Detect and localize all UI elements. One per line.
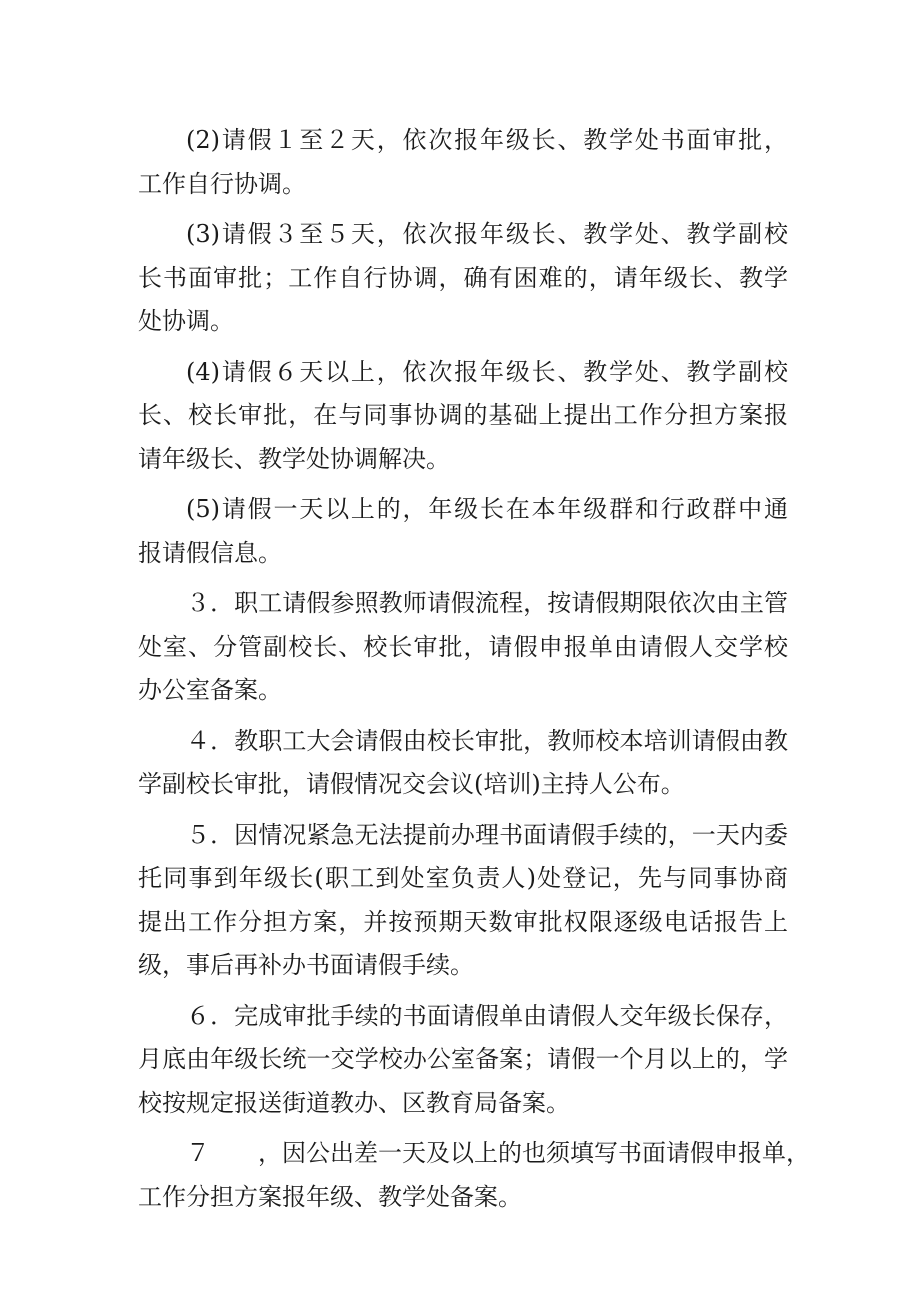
text-line: ５．因情况紧急无法提前办理书面请假手续的，一天内委	[186, 820, 788, 849]
text-line: 长、校长审批，在与同事协调的基础上提出工作分担方案报	[138, 401, 788, 429]
text-line: 处室、分管副校长、校长审批，请假申报单由请假人交学校	[138, 632, 788, 661]
text-line: ４．教职工大会请假由校长审批，教师校本培训请假由教	[186, 726, 788, 755]
text-line: 办公室备案。	[138, 676, 282, 704]
paragraph-item-7	[138, 1132, 810, 1219]
paragraph-item-2-4	[138, 351, 788, 482]
text-line: 请年级长、教学处协调解决。	[138, 444, 450, 473]
text-line: 级，事后再补办书面请假手续。	[138, 951, 474, 979]
paragraph-item-3	[138, 582, 788, 713]
text-line: 学副校长审批，请假情况交会议(培训)主持人公布。	[138, 770, 685, 798]
paragraph-item-6	[138, 995, 788, 1126]
text-line: 长书面审批；工作自行协调，确有困难的，请年级长、教学	[138, 263, 788, 292]
text-line: (5)请假一天以上的，年级长在本年级群和行政群中通	[186, 495, 788, 523]
text-line: (4)请假６天以上，依次报年级长、教学处、教学副校	[186, 357, 788, 386]
text-line: (3)请假３至５天，依次报年级长、教学处、教学副校	[186, 220, 788, 248]
document-page	[138, 119, 810, 1226]
text-line: 工作自行协调。	[138, 169, 306, 198]
paragraph-item-4	[138, 720, 788, 807]
text-line: ３．职工请假参照教师请假流程，按请假期限依次由主管	[186, 589, 788, 617]
text-line: 托同事到年级长(职工到处室负责人)处登记，先与同事协商	[138, 864, 788, 892]
paragraph-item-2-2	[138, 119, 788, 206]
text-line: 月底由年级长统一交学校办公室备案；请假一个月以上的，学	[138, 1045, 788, 1073]
text-line: ７ ，因公出差一天及以上的也须填写书面请假申报单，	[186, 1139, 810, 1167]
paragraph-item-2-5	[138, 488, 788, 575]
text-line: 校按规定报送街道教办、区教育局备案。	[138, 1088, 570, 1117]
text-line: (2)请假１至２天，依次报年级长、教学处书面审批，	[186, 126, 788, 154]
paragraph-item-5	[138, 814, 788, 988]
paragraph-item-2-3	[138, 213, 788, 344]
text-line: ６．完成审批手续的书面请假单由请假人交年级长保存，	[186, 1001, 788, 1030]
text-line: 提出工作分担方案，并按预期天数审批权限逐级电话报告上	[138, 907, 788, 936]
text-line: 处协调。	[138, 307, 234, 335]
text-line: 报请假信息。	[138, 538, 282, 567]
text-line: 工作分担方案报年级、教学处备案。	[138, 1182, 522, 1211]
